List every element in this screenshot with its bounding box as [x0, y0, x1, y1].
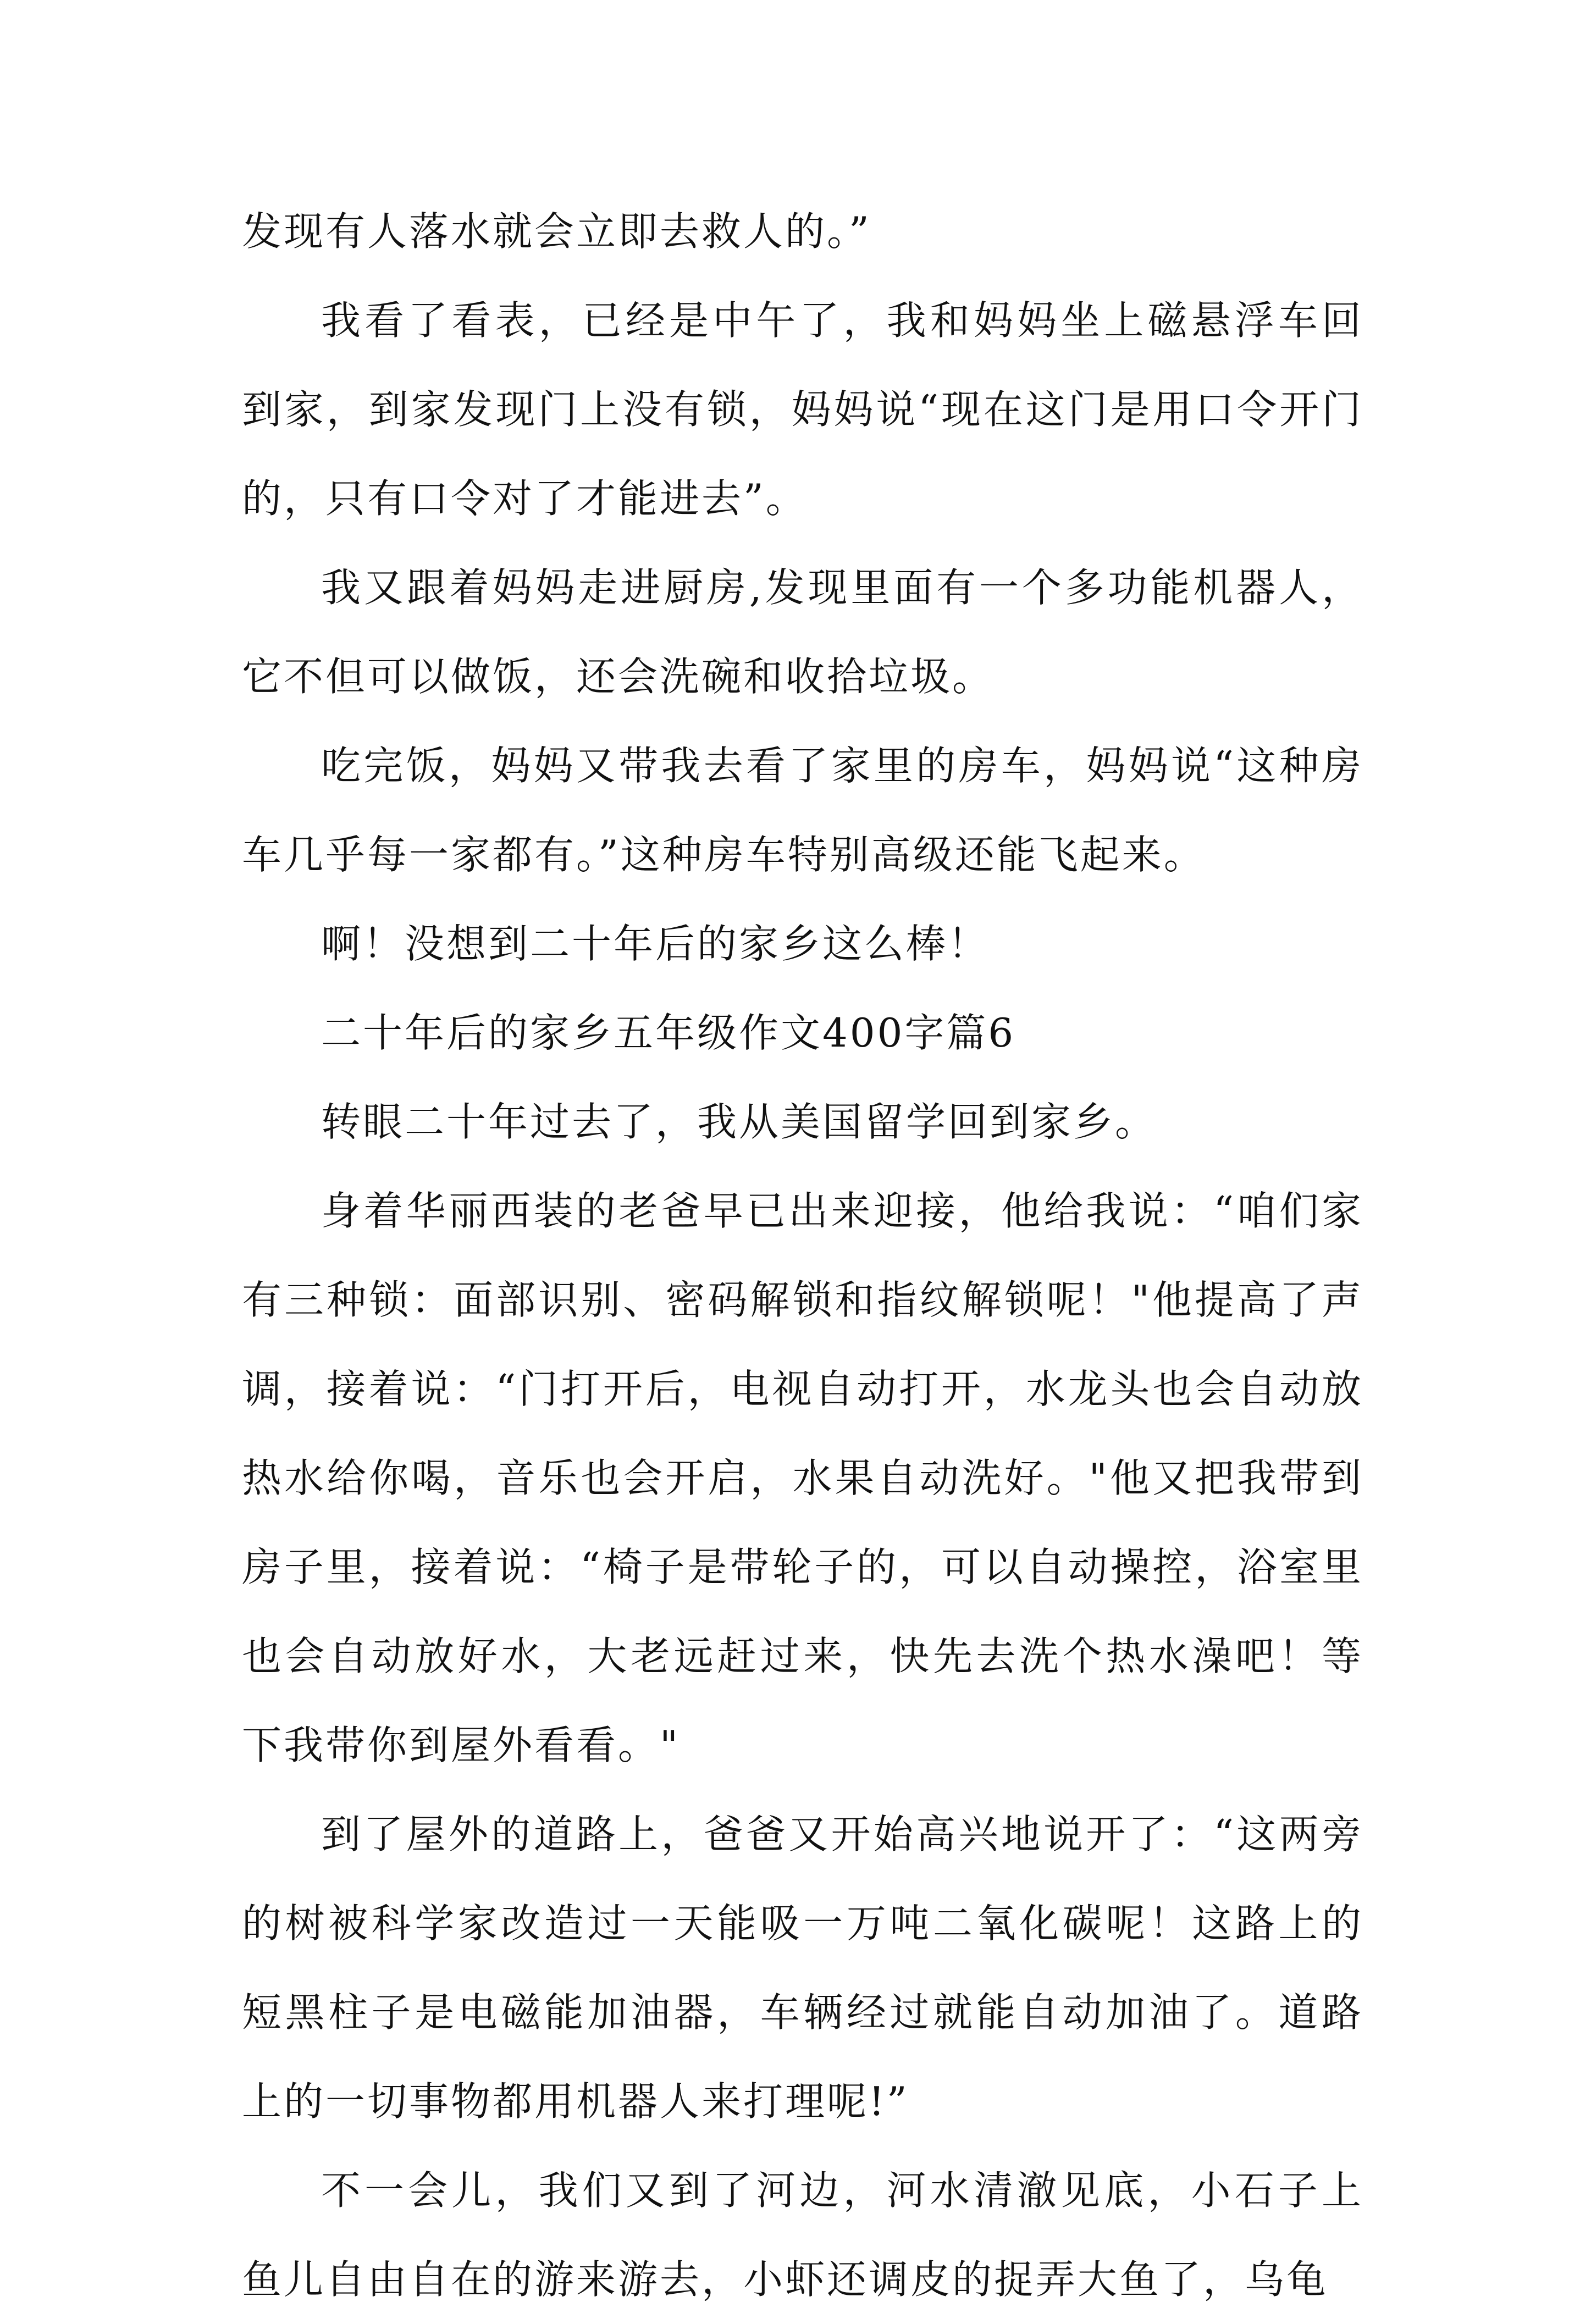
paragraph: 到了屋外的道路上，爸爸又开始高兴地说开了：“这两旁的树被科学家改造过一天能吸一万吨二氧化碳呢！这路上的短黑柱子是电磁能加油器，车辆经过就能自动加油了。道路上的一切事物都用机器人来打理呢!” — [242, 1811, 1363, 2124]
section-heading: 二十年后的家乡五年级作文400字篇6 — [321, 1010, 1016, 1056]
paragraph: 啊！没想到二十年后的家乡这么棒！ — [321, 921, 990, 967]
document-body — [242, 187, 1363, 2324]
paragraph: 我看了看表，已经是中午了，我和妈妈坐上磁悬浮车回到家，到家发现门上没有锁，妈妈说“现在这门是用口令开门的，只有口令对了才能进去”。 — [242, 297, 1363, 522]
paragraph: 吃完饭，妈妈又带我去看了家里的房车，妈妈说“这种房车几乎每一家都有。”这种房车特别高级还能飞起来。 — [242, 743, 1363, 878]
paragraph-continuation: 发现有人落水就会立即去救人的。” — [242, 208, 871, 254]
paragraph: 转眼二十年过去了，我从美国留学回到家乡。 — [321, 1099, 1157, 1145]
paragraph: 身着华丽西装的老爸早已出来迎接，他给我说：“咱们家有三种锁：面部识别、密码解锁和指纹解锁呢！"他提高了声调，接着说：“门打开后，电视自动打开，水龙头也会自动放热水给你喝，音乐也会开启，水果自动洗好。"他又把我带到房子里，接着说：“椅子是带轮子的，可以自动操控，浴室里也会自动放好水，大老远赶过来，快先去洗个热水澡吧！等下我带你到屋外看看。" — [242, 1188, 1363, 1768]
paragraph: 不一会儿，我们又到了河边，河水清澈见底，小石子上鱼儿自由自在的游来游去，小虾还调皮的捉弄大鱼了，乌龟 — [242, 2167, 1363, 2303]
paragraph: 我又跟着妈妈走进厨房,发现里面有一个多功能机器人，它不但可以做饭，还会洗碗和收拾垃圾。 — [242, 565, 1363, 700]
